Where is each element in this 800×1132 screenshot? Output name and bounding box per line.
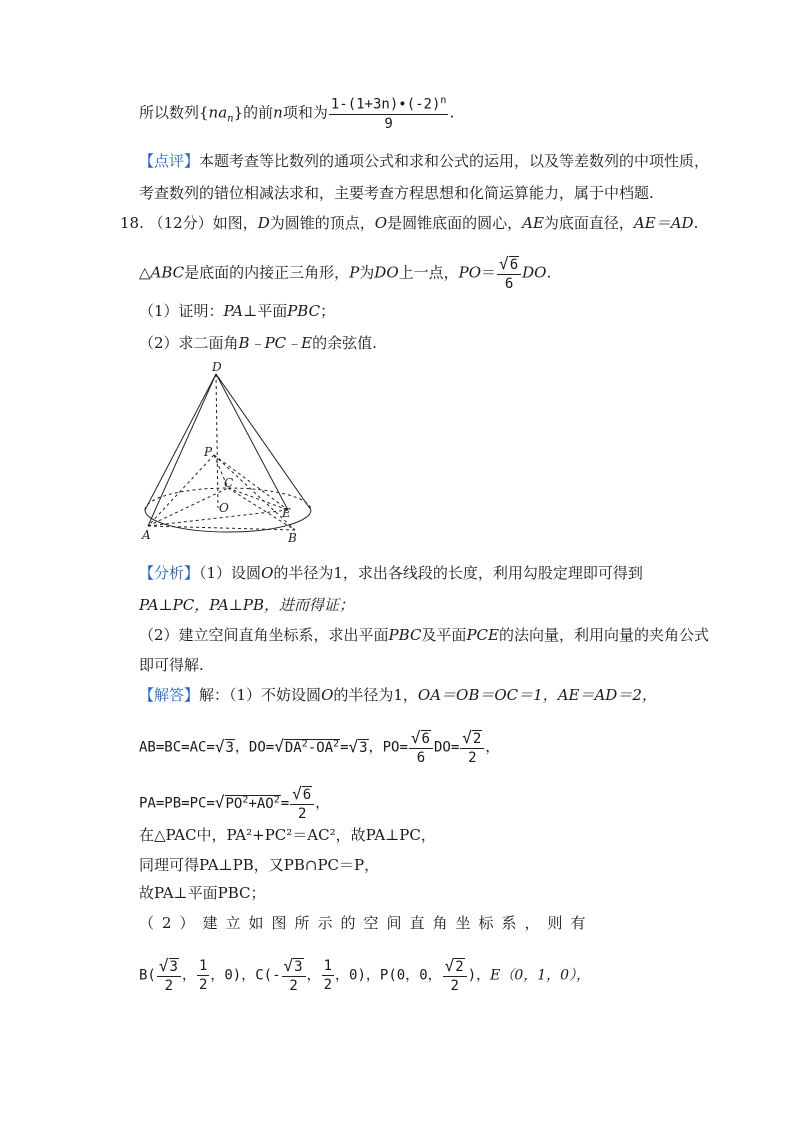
text: 为	[359, 263, 375, 282]
analysis-line-2	[139, 594, 740, 616]
math: ，DO=	[234, 739, 275, 756]
text: 及平面	[421, 626, 467, 644]
fraction-denominator: 2	[323, 977, 333, 993]
math: PO	[458, 263, 482, 282]
fraction: $\frac{√6}{6}$	[409, 730, 433, 765]
label-A: A	[142, 528, 151, 542]
text: 即可得解.	[139, 656, 204, 674]
radicand: 6	[509, 257, 519, 273]
text: .	[693, 214, 699, 232]
text: （2）建立如图所示的空间直角坐标系，则有	[139, 914, 594, 932]
fraction-denominator: 6	[504, 276, 514, 292]
label-O: O	[219, 501, 229, 515]
label-D: D	[212, 360, 222, 374]
math: O	[321, 686, 334, 704]
text: △	[139, 263, 151, 282]
radicand: +AO	[248, 795, 274, 812]
math: ，	[315, 795, 330, 812]
fraction: $\frac{√2}{2}$	[460, 730, 484, 765]
math-text: PA⊥PC，PA⊥PB，进而得证；	[139, 596, 354, 614]
fraction-denominator: 2	[198, 977, 208, 993]
text: 解：（1）不妨设圆	[199, 686, 322, 704]
math: B﹣PC﹣E	[238, 334, 313, 352]
text: 上一点，	[398, 263, 459, 282]
fraction-denominator: 6	[416, 750, 426, 766]
fraction-denominator: 2	[289, 978, 298, 994]
math: ，0)，C(-	[210, 967, 281, 984]
radicand: 2	[455, 959, 464, 975]
text: .	[546, 263, 552, 282]
math-subscript: n	[227, 113, 234, 125]
radicand: 6	[302, 787, 312, 803]
diameter-AE	[148, 510, 288, 526]
fraction: $\frac{√6}{6}$	[497, 256, 521, 291]
math: O	[374, 214, 388, 232]
math: PCE	[466, 626, 499, 644]
text: .	[449, 103, 455, 122]
label-P: P	[204, 445, 213, 459]
math: O	[261, 564, 274, 582]
comment-line-2	[139, 182, 740, 204]
question-18-part-1	[139, 300, 740, 322]
math: PBC	[287, 302, 321, 320]
math: B(	[139, 967, 156, 984]
text: }的前	[233, 103, 274, 122]
math-n: n	[273, 103, 283, 122]
sum-result-line	[139, 96, 740, 131]
fraction-numerator: 1-(1+3n)•(-2)	[330, 96, 441, 113]
fraction-denominator: 2	[450, 978, 459, 994]
radicand: 3	[225, 739, 234, 756]
analysis-line-4	[139, 654, 740, 676]
solution-math-line-2: $PA=PB=PC=√PO^2+AO^2=$ $\frac{√6}{2}$ ，	[139, 784, 330, 822]
solution-line-3	[139, 824, 740, 846]
comment-text: 考查数列的错位相减法求和，主要考查方程思想和化简运算能力，属于中档题.	[139, 184, 654, 202]
math: ，PO=	[368, 739, 408, 756]
radicand: 6	[421, 731, 430, 747]
text: （2）建立空间直角坐标系，求出平面	[139, 626, 389, 644]
question-number: 18.	[120, 214, 144, 232]
label-C: C	[224, 476, 234, 490]
question-18-line-2	[139, 256, 740, 291]
solution-line-1	[139, 684, 740, 706]
edge-AB	[148, 526, 295, 530]
text: ＝	[481, 263, 497, 282]
fraction-numerator: 1	[323, 958, 333, 974]
question-18-line-1	[120, 212, 740, 234]
question-18-part-2	[139, 332, 740, 354]
radicand: -OA	[307, 739, 334, 756]
math: PBC	[388, 626, 422, 644]
solution-tag: 【解答】	[139, 686, 200, 704]
fraction-denominator: 2	[297, 806, 307, 822]
text: （1）证明：	[139, 302, 224, 320]
math: E（0，1，0），	[490, 967, 591, 984]
text: 所以数列{	[139, 103, 209, 122]
math: AE＝AD	[633, 214, 694, 232]
text: 项和为	[282, 103, 328, 122]
radicand: 3	[359, 739, 368, 756]
edge-CE	[228, 488, 288, 510]
math: P	[349, 263, 360, 282]
math: PA=PB=PC=	[139, 795, 215, 812]
comment-line-1	[139, 150, 740, 172]
math: DO	[374, 263, 399, 282]
solution-line-6	[139, 912, 740, 934]
text: ⊥平面	[243, 302, 288, 320]
text: 为底面直径，	[543, 214, 634, 232]
text: 的半径为1，求出各线段的长度，利用勾股定理即可得到	[273, 564, 643, 582]
math: )，	[467, 967, 491, 984]
radicand: 3	[294, 959, 303, 975]
solution-math-line-1: AB=BC=AC=√3，$DO=√DA^2-OA^2=√3$，PO= $\frac{√6}{6}$ DO= $\frac{√2}{2}$ ，	[139, 728, 500, 766]
edge-AC	[148, 488, 228, 526]
fraction: $\frac{√2}{2}$	[443, 958, 467, 993]
radicand: 3	[169, 959, 178, 975]
math-na: na	[208, 103, 228, 122]
fraction-numerator: 1	[198, 958, 208, 974]
text: （12分）如图，	[148, 214, 258, 232]
analysis-tag: 【分析】	[139, 564, 200, 582]
exponent: n	[440, 95, 447, 106]
solution-line-4	[139, 854, 740, 876]
text: ；	[320, 302, 336, 320]
text: 的法向量，利用向量的夹角公式	[498, 626, 709, 644]
fraction: $\frac{√3}{2}$	[157, 958, 181, 993]
math: D	[257, 214, 270, 232]
text: 的余弦值.	[312, 334, 377, 352]
math: PA	[223, 302, 244, 320]
fraction-denominator: 9	[384, 115, 393, 132]
math: =	[280, 795, 290, 812]
solution-line-5	[139, 882, 740, 904]
analysis-line-3	[139, 624, 740, 646]
math: ABC	[150, 263, 185, 282]
math: AE	[522, 214, 544, 232]
solution-coordinates-line: B( $\frac{√3}{2}$ ， $\frac{1}{2}$ ，0)，C(- $\frac{√3}{2}$ ， $\frac{1}{2}$ ，0)，P(0，0， $\frac{√2}{2}$ )，E（0，1，0），	[139, 956, 591, 994]
math: DO	[522, 263, 547, 282]
label-E: E	[282, 506, 291, 520]
analysis-line-1	[139, 562, 740, 584]
comment-tag: 【点评】	[139, 152, 200, 170]
fraction: $\frac{√6}{2}$	[290, 786, 314, 821]
math: OA＝OB＝OC＝1，AE＝AD＝2，	[417, 686, 657, 704]
fraction-denominator: 2	[164, 978, 174, 994]
math: ，0)，P(0，0，	[335, 967, 442, 984]
fraction-denominator: 2	[468, 750, 477, 766]
radicand: PO	[225, 795, 243, 812]
cone-figure	[140, 360, 320, 550]
radicand: DA	[284, 739, 302, 756]
math: DO=	[433, 739, 460, 756]
comment-text: 本题考查等比数列的通项公式和求和公式的运用，以及等差数列的中项性质，	[199, 152, 710, 170]
text: 为圆锥的顶点，	[269, 214, 375, 232]
math: ，	[485, 739, 500, 756]
text: 同理可得PA⊥PB，又PB∩PC＝P，	[139, 856, 380, 874]
text: 是底面的内接正三角形，	[184, 263, 350, 282]
math: =	[340, 739, 349, 756]
text: 故PA⊥平面PBC；	[139, 884, 266, 902]
radicand: 2	[472, 731, 482, 747]
fraction: $\frac{√3}{2}$	[282, 958, 306, 993]
edge-PA	[148, 455, 214, 526]
cone-side-left	[145, 374, 216, 510]
text: 的半径为1，	[333, 686, 418, 704]
text: 在△PAC中，PA²+PC²＝AC²，故PA⊥PC，	[139, 826, 436, 844]
fraction	[197, 959, 209, 992]
text: （1）设圆	[199, 564, 262, 582]
text: 是圆锥底面的圆心，	[387, 214, 523, 232]
math: AB=BC=AC=	[139, 739, 215, 756]
text: （2）求二面角	[139, 334, 239, 352]
label-B: B	[288, 531, 297, 545]
sum-fraction	[329, 96, 449, 131]
fraction	[322, 959, 334, 992]
